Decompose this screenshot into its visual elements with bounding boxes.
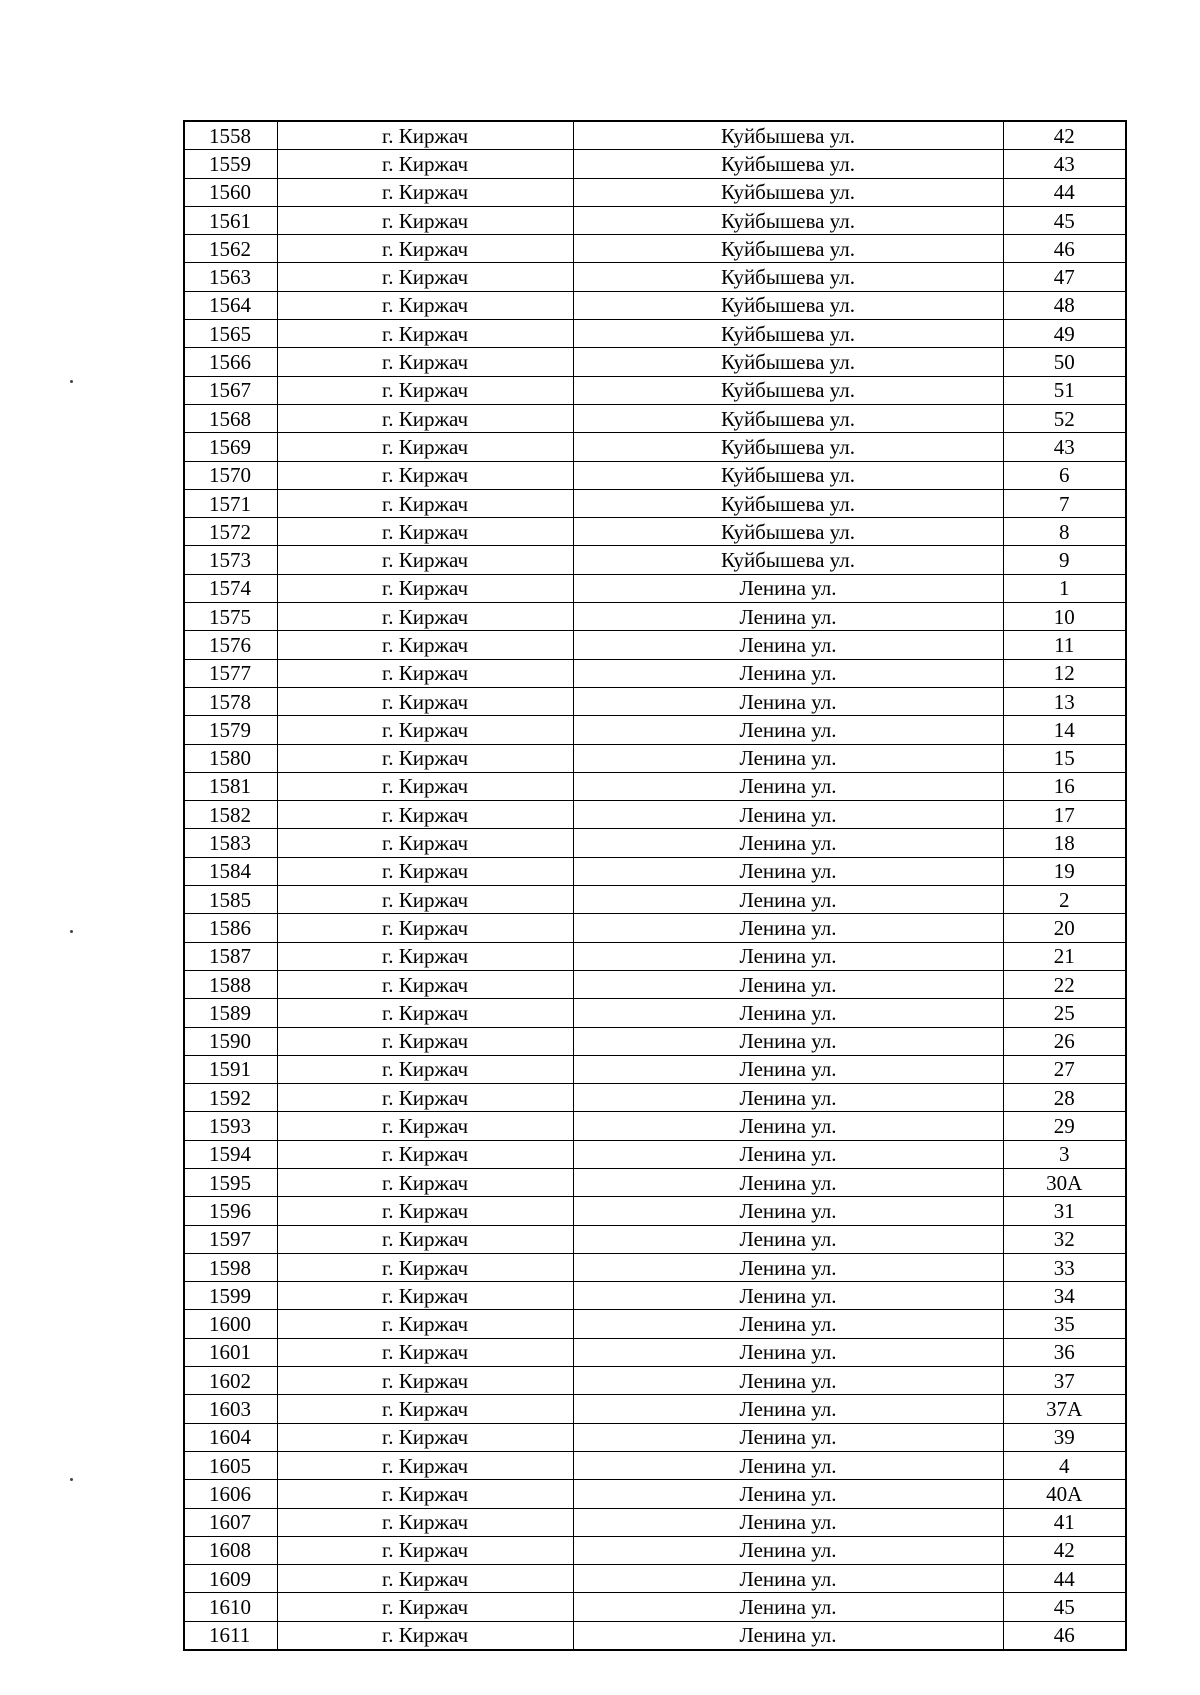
- table-row: [184, 886, 1126, 914]
- table-row: [184, 235, 1126, 263]
- city-cell: г. Киржач: [277, 1310, 573, 1338]
- table-row: [184, 1565, 1126, 1593]
- street-cell: Ленина ул.: [573, 857, 1003, 885]
- row-number-cell: 1585: [184, 886, 277, 914]
- table-row: [184, 1140, 1126, 1168]
- row-number-cell: 1582: [184, 801, 277, 829]
- row-number-cell: 1591: [184, 1055, 277, 1083]
- row-number-cell: 1592: [184, 1084, 277, 1112]
- street-cell: Ленина ул.: [573, 1282, 1003, 1310]
- table-row: [184, 433, 1126, 461]
- city-cell: г. Киржач: [277, 970, 573, 998]
- city-cell: г. Киржач: [277, 206, 573, 234]
- street-cell: Куйбышева ул.: [573, 461, 1003, 489]
- house-number-cell: 41: [1003, 1508, 1126, 1536]
- row-number-cell: 1571: [184, 489, 277, 517]
- city-cell: г. Киржач: [277, 829, 573, 857]
- table-row: [184, 291, 1126, 319]
- table-row: [184, 829, 1126, 857]
- house-number-cell: 39: [1003, 1423, 1126, 1451]
- street-cell: Ленина ул.: [573, 999, 1003, 1027]
- street-cell: Ленина ул.: [573, 1168, 1003, 1196]
- city-cell: г. Киржач: [277, 631, 573, 659]
- row-number-cell: 1596: [184, 1197, 277, 1225]
- city-cell: г. Киржач: [277, 886, 573, 914]
- table-row: [184, 687, 1126, 715]
- row-number-cell: 1589: [184, 999, 277, 1027]
- row-number-cell: 1579: [184, 716, 277, 744]
- table-row: [184, 376, 1126, 404]
- row-number-cell: 1608: [184, 1536, 277, 1564]
- street-cell: Ленина ул.: [573, 1338, 1003, 1366]
- street-cell: Ленина ул.: [573, 829, 1003, 857]
- table-row: [184, 1508, 1126, 1536]
- city-cell: г. Киржач: [277, 999, 573, 1027]
- row-number-cell: 1572: [184, 518, 277, 546]
- city-cell: г. Киржач: [277, 744, 573, 772]
- street-cell: Ленина ул.: [573, 744, 1003, 772]
- table-row: [184, 1168, 1126, 1196]
- table-row: [184, 1310, 1126, 1338]
- row-number-cell: 1564: [184, 291, 277, 319]
- house-number-cell: 52: [1003, 404, 1126, 432]
- city-cell: г. Киржач: [277, 1338, 573, 1366]
- row-number-cell: 1559: [184, 150, 277, 178]
- street-cell: Ленина ул.: [573, 1367, 1003, 1395]
- house-number-cell: 9: [1003, 546, 1126, 574]
- city-cell: г. Киржач: [277, 603, 573, 631]
- table-row: [184, 1395, 1126, 1423]
- street-cell: Ленина ул.: [573, 1197, 1003, 1225]
- city-cell: г. Киржач: [277, 150, 573, 178]
- house-number-cell: 16: [1003, 772, 1126, 800]
- row-number-cell: 1566: [184, 348, 277, 376]
- city-cell: г. Киржач: [277, 716, 573, 744]
- city-cell: г. Киржач: [277, 1621, 573, 1650]
- house-number-cell: 12: [1003, 659, 1126, 687]
- row-number-cell: 1558: [184, 121, 277, 150]
- table-row: [184, 1112, 1126, 1140]
- house-number-cell: 42: [1003, 121, 1126, 150]
- city-cell: г. Киржач: [277, 1593, 573, 1621]
- city-cell: г. Киржач: [277, 942, 573, 970]
- row-number-cell: 1602: [184, 1367, 277, 1395]
- row-number-cell: 1611: [184, 1621, 277, 1650]
- house-number-cell: 30А: [1003, 1168, 1126, 1196]
- street-cell: Куйбышева ул.: [573, 376, 1003, 404]
- row-number-cell: 1597: [184, 1225, 277, 1253]
- row-number-cell: 1562: [184, 235, 277, 263]
- row-number-cell: 1561: [184, 206, 277, 234]
- table-row: [184, 518, 1126, 546]
- street-cell: Куйбышева ул.: [573, 320, 1003, 348]
- row-number-cell: 1600: [184, 1310, 277, 1338]
- city-cell: г. Киржач: [277, 687, 573, 715]
- table-row: [184, 1536, 1126, 1564]
- city-cell: г. Киржач: [277, 433, 573, 461]
- city-cell: г. Киржач: [277, 1027, 573, 1055]
- city-cell: г. Киржач: [277, 1395, 573, 1423]
- street-cell: Куйбышева ул.: [573, 150, 1003, 178]
- city-cell: г. Киржач: [277, 1423, 573, 1451]
- table-row: [184, 631, 1126, 659]
- row-number-cell: 1587: [184, 942, 277, 970]
- house-number-cell: 35: [1003, 1310, 1126, 1338]
- row-number-cell: 1576: [184, 631, 277, 659]
- house-number-cell: 37А: [1003, 1395, 1126, 1423]
- city-cell: г. Киржач: [277, 1140, 573, 1168]
- city-cell: г. Киржач: [277, 178, 573, 206]
- table-row: [184, 489, 1126, 517]
- street-cell: Ленина ул.: [573, 1310, 1003, 1338]
- house-number-cell: 1: [1003, 574, 1126, 602]
- street-cell: Ленина ул.: [573, 772, 1003, 800]
- city-cell: г. Киржач: [277, 1282, 573, 1310]
- table-row: [184, 1197, 1126, 1225]
- city-cell: г. Киржач: [277, 1253, 573, 1281]
- table-row: [184, 857, 1126, 885]
- row-number-cell: 1583: [184, 829, 277, 857]
- house-number-cell: 46: [1003, 1621, 1126, 1650]
- street-cell: Ленина ул.: [573, 801, 1003, 829]
- city-cell: г. Киржач: [277, 1536, 573, 1564]
- address-table: [183, 120, 1127, 1651]
- house-number-cell: 43: [1003, 433, 1126, 461]
- street-cell: Куйбышева ул.: [573, 235, 1003, 263]
- margin-mark: [70, 1478, 73, 1481]
- street-cell: Куйбышева ул.: [573, 518, 1003, 546]
- street-cell: Ленина ул.: [573, 942, 1003, 970]
- street-cell: Ленина ул.: [573, 631, 1003, 659]
- street-cell: Ленина ул.: [573, 1084, 1003, 1112]
- row-number-cell: 1598: [184, 1253, 277, 1281]
- house-number-cell: 26: [1003, 1027, 1126, 1055]
- table-row: [184, 574, 1126, 602]
- house-number-cell: 22: [1003, 970, 1126, 998]
- street-cell: Ленина ул.: [573, 914, 1003, 942]
- house-number-cell: 48: [1003, 291, 1126, 319]
- table-row: [184, 970, 1126, 998]
- house-number-cell: 47: [1003, 263, 1126, 291]
- house-number-cell: 46: [1003, 235, 1126, 263]
- table-row: [184, 348, 1126, 376]
- city-cell: г. Киржач: [277, 1367, 573, 1395]
- row-number-cell: 1584: [184, 857, 277, 885]
- city-cell: г. Киржач: [277, 291, 573, 319]
- house-number-cell: 49: [1003, 320, 1126, 348]
- street-cell: Куйбышева ул.: [573, 546, 1003, 574]
- street-cell: Ленина ул.: [573, 886, 1003, 914]
- city-cell: г. Киржач: [277, 461, 573, 489]
- house-number-cell: 17: [1003, 801, 1126, 829]
- row-number-cell: 1599: [184, 1282, 277, 1310]
- margin-mark: [70, 380, 73, 383]
- row-number-cell: 1594: [184, 1140, 277, 1168]
- house-number-cell: 43: [1003, 150, 1126, 178]
- street-cell: Ленина ул.: [573, 1508, 1003, 1536]
- house-number-cell: 51: [1003, 376, 1126, 404]
- row-number-cell: 1605: [184, 1451, 277, 1479]
- city-cell: г. Киржач: [277, 1565, 573, 1593]
- house-number-cell: 4: [1003, 1451, 1126, 1479]
- city-cell: г. Киржач: [277, 659, 573, 687]
- city-cell: г. Киржач: [277, 857, 573, 885]
- house-number-cell: 27: [1003, 1055, 1126, 1083]
- house-number-cell: 25: [1003, 999, 1126, 1027]
- table-row: [184, 178, 1126, 206]
- row-number-cell: 1567: [184, 376, 277, 404]
- table-row: [184, 263, 1126, 291]
- table-row: [184, 744, 1126, 772]
- house-number-cell: 3: [1003, 1140, 1126, 1168]
- city-cell: г. Киржач: [277, 348, 573, 376]
- city-cell: г. Киржач: [277, 263, 573, 291]
- row-number-cell: 1610: [184, 1593, 277, 1621]
- city-cell: г. Киржач: [277, 1225, 573, 1253]
- city-cell: г. Киржач: [277, 1168, 573, 1196]
- city-cell: г. Киржач: [277, 801, 573, 829]
- house-number-cell: 33: [1003, 1253, 1126, 1281]
- table-row: [184, 546, 1126, 574]
- house-number-cell: 19: [1003, 857, 1126, 885]
- table-row: [184, 121, 1126, 150]
- table-row: [184, 1282, 1126, 1310]
- row-number-cell: 1590: [184, 1027, 277, 1055]
- house-number-cell: 37: [1003, 1367, 1126, 1395]
- table-row: [184, 914, 1126, 942]
- street-cell: Куйбышева ул.: [573, 178, 1003, 206]
- row-number-cell: 1560: [184, 178, 277, 206]
- city-cell: г. Киржач: [277, 914, 573, 942]
- street-cell: Ленина ул.: [573, 1565, 1003, 1593]
- table-row: [184, 150, 1126, 178]
- city-cell: г. Киржач: [277, 1197, 573, 1225]
- city-cell: г. Киржач: [277, 1480, 573, 1508]
- city-cell: г. Киржач: [277, 121, 573, 150]
- house-number-cell: 44: [1003, 1565, 1126, 1593]
- table-row: [184, 1055, 1126, 1083]
- street-cell: Куйбышева ул.: [573, 206, 1003, 234]
- house-number-cell: 50: [1003, 348, 1126, 376]
- house-number-cell: 45: [1003, 206, 1126, 234]
- house-number-cell: 7: [1003, 489, 1126, 517]
- house-number-cell: 2: [1003, 886, 1126, 914]
- table-row: [184, 942, 1126, 970]
- street-cell: Ленина ул.: [573, 1451, 1003, 1479]
- table-row: [184, 1338, 1126, 1366]
- city-cell: г. Киржач: [277, 235, 573, 263]
- row-number-cell: 1595: [184, 1168, 277, 1196]
- house-number-cell: 32: [1003, 1225, 1126, 1253]
- table-row: [184, 999, 1126, 1027]
- row-number-cell: 1575: [184, 603, 277, 631]
- city-cell: г. Киржач: [277, 518, 573, 546]
- city-cell: г. Киржач: [277, 1508, 573, 1536]
- street-cell: Ленина ул.: [573, 1253, 1003, 1281]
- table-row: [184, 1027, 1126, 1055]
- house-number-cell: 15: [1003, 744, 1126, 772]
- row-number-cell: 1604: [184, 1423, 277, 1451]
- table-body: [184, 121, 1126, 1650]
- street-cell: Ленина ул.: [573, 970, 1003, 998]
- house-number-cell: 10: [1003, 603, 1126, 631]
- row-number-cell: 1601: [184, 1338, 277, 1366]
- table-row: [184, 716, 1126, 744]
- table-row: [184, 320, 1126, 348]
- row-number-cell: 1580: [184, 744, 277, 772]
- city-cell: г. Киржач: [277, 404, 573, 432]
- row-number-cell: 1563: [184, 263, 277, 291]
- house-number-cell: 21: [1003, 942, 1126, 970]
- house-number-cell: 44: [1003, 178, 1126, 206]
- table-row: [184, 1367, 1126, 1395]
- row-number-cell: 1603: [184, 1395, 277, 1423]
- street-cell: Ленина ул.: [573, 1140, 1003, 1168]
- row-number-cell: 1577: [184, 659, 277, 687]
- city-cell: г. Киржач: [277, 574, 573, 602]
- row-number-cell: 1573: [184, 546, 277, 574]
- street-cell: Ленина ул.: [573, 716, 1003, 744]
- house-number-cell: 28: [1003, 1084, 1126, 1112]
- street-cell: Ленина ул.: [573, 574, 1003, 602]
- row-number-cell: 1581: [184, 772, 277, 800]
- house-number-cell: 14: [1003, 716, 1126, 744]
- row-number-cell: 1578: [184, 687, 277, 715]
- table-row: [184, 801, 1126, 829]
- street-cell: Ленина ул.: [573, 603, 1003, 631]
- street-cell: Куйбышева ул.: [573, 404, 1003, 432]
- city-cell: г. Киржач: [277, 376, 573, 404]
- house-number-cell: 18: [1003, 829, 1126, 857]
- row-number-cell: 1570: [184, 461, 277, 489]
- city-cell: г. Киржач: [277, 489, 573, 517]
- house-number-cell: 40А: [1003, 1480, 1126, 1508]
- table-row: [184, 1593, 1126, 1621]
- street-cell: Ленина ул.: [573, 1536, 1003, 1564]
- row-number-cell: 1609: [184, 1565, 277, 1593]
- city-cell: г. Киржач: [277, 1084, 573, 1112]
- house-number-cell: 42: [1003, 1536, 1126, 1564]
- house-number-cell: 11: [1003, 631, 1126, 659]
- street-cell: Куйбышева ул.: [573, 291, 1003, 319]
- row-number-cell: 1588: [184, 970, 277, 998]
- row-number-cell: 1606: [184, 1480, 277, 1508]
- street-cell: Ленина ул.: [573, 1593, 1003, 1621]
- city-cell: г. Киржач: [277, 1055, 573, 1083]
- street-cell: Ленина ул.: [573, 1395, 1003, 1423]
- street-cell: Куйбышева ул.: [573, 263, 1003, 291]
- street-cell: Куйбышева ул.: [573, 121, 1003, 150]
- table-row: [184, 603, 1126, 631]
- street-cell: Куйбышева ул.: [573, 433, 1003, 461]
- house-number-cell: 36: [1003, 1338, 1126, 1366]
- city-cell: г. Киржач: [277, 1451, 573, 1479]
- row-number-cell: 1568: [184, 404, 277, 432]
- street-cell: Ленина ул.: [573, 687, 1003, 715]
- row-number-cell: 1569: [184, 433, 277, 461]
- table-row: [184, 1253, 1126, 1281]
- table-row: [184, 206, 1126, 234]
- street-cell: Ленина ул.: [573, 1055, 1003, 1083]
- street-cell: Ленина ул.: [573, 1423, 1003, 1451]
- house-number-cell: 20: [1003, 914, 1126, 942]
- city-cell: г. Киржач: [277, 546, 573, 574]
- house-number-cell: 29: [1003, 1112, 1126, 1140]
- row-number-cell: 1574: [184, 574, 277, 602]
- city-cell: г. Киржач: [277, 1112, 573, 1140]
- table-row: [184, 461, 1126, 489]
- street-cell: Ленина ул.: [573, 1112, 1003, 1140]
- table-row: [184, 1480, 1126, 1508]
- table-row: [184, 1451, 1126, 1479]
- street-cell: Куйбышева ул.: [573, 348, 1003, 376]
- table-row: [184, 772, 1126, 800]
- street-cell: Ленина ул.: [573, 1225, 1003, 1253]
- table-row: [184, 1225, 1126, 1253]
- house-number-cell: 13: [1003, 687, 1126, 715]
- house-number-cell: 31: [1003, 1197, 1126, 1225]
- table-row: [184, 1423, 1126, 1451]
- table-row: [184, 404, 1126, 432]
- row-number-cell: 1607: [184, 1508, 277, 1536]
- table-row: [184, 1084, 1126, 1112]
- table-row: [184, 1621, 1126, 1650]
- margin-mark: [70, 930, 73, 933]
- street-cell: Ленина ул.: [573, 659, 1003, 687]
- street-cell: Ленина ул.: [573, 1027, 1003, 1055]
- street-cell: Ленина ул.: [573, 1621, 1003, 1650]
- house-number-cell: 34: [1003, 1282, 1126, 1310]
- house-number-cell: 6: [1003, 461, 1126, 489]
- house-number-cell: 45: [1003, 1593, 1126, 1621]
- house-number-cell: 8: [1003, 518, 1126, 546]
- city-cell: г. Киржач: [277, 772, 573, 800]
- row-number-cell: 1565: [184, 320, 277, 348]
- row-number-cell: 1593: [184, 1112, 277, 1140]
- street-cell: Куйбышева ул.: [573, 489, 1003, 517]
- row-number-cell: 1586: [184, 914, 277, 942]
- table-row: [184, 659, 1126, 687]
- city-cell: г. Киржач: [277, 320, 573, 348]
- street-cell: Ленина ул.: [573, 1480, 1003, 1508]
